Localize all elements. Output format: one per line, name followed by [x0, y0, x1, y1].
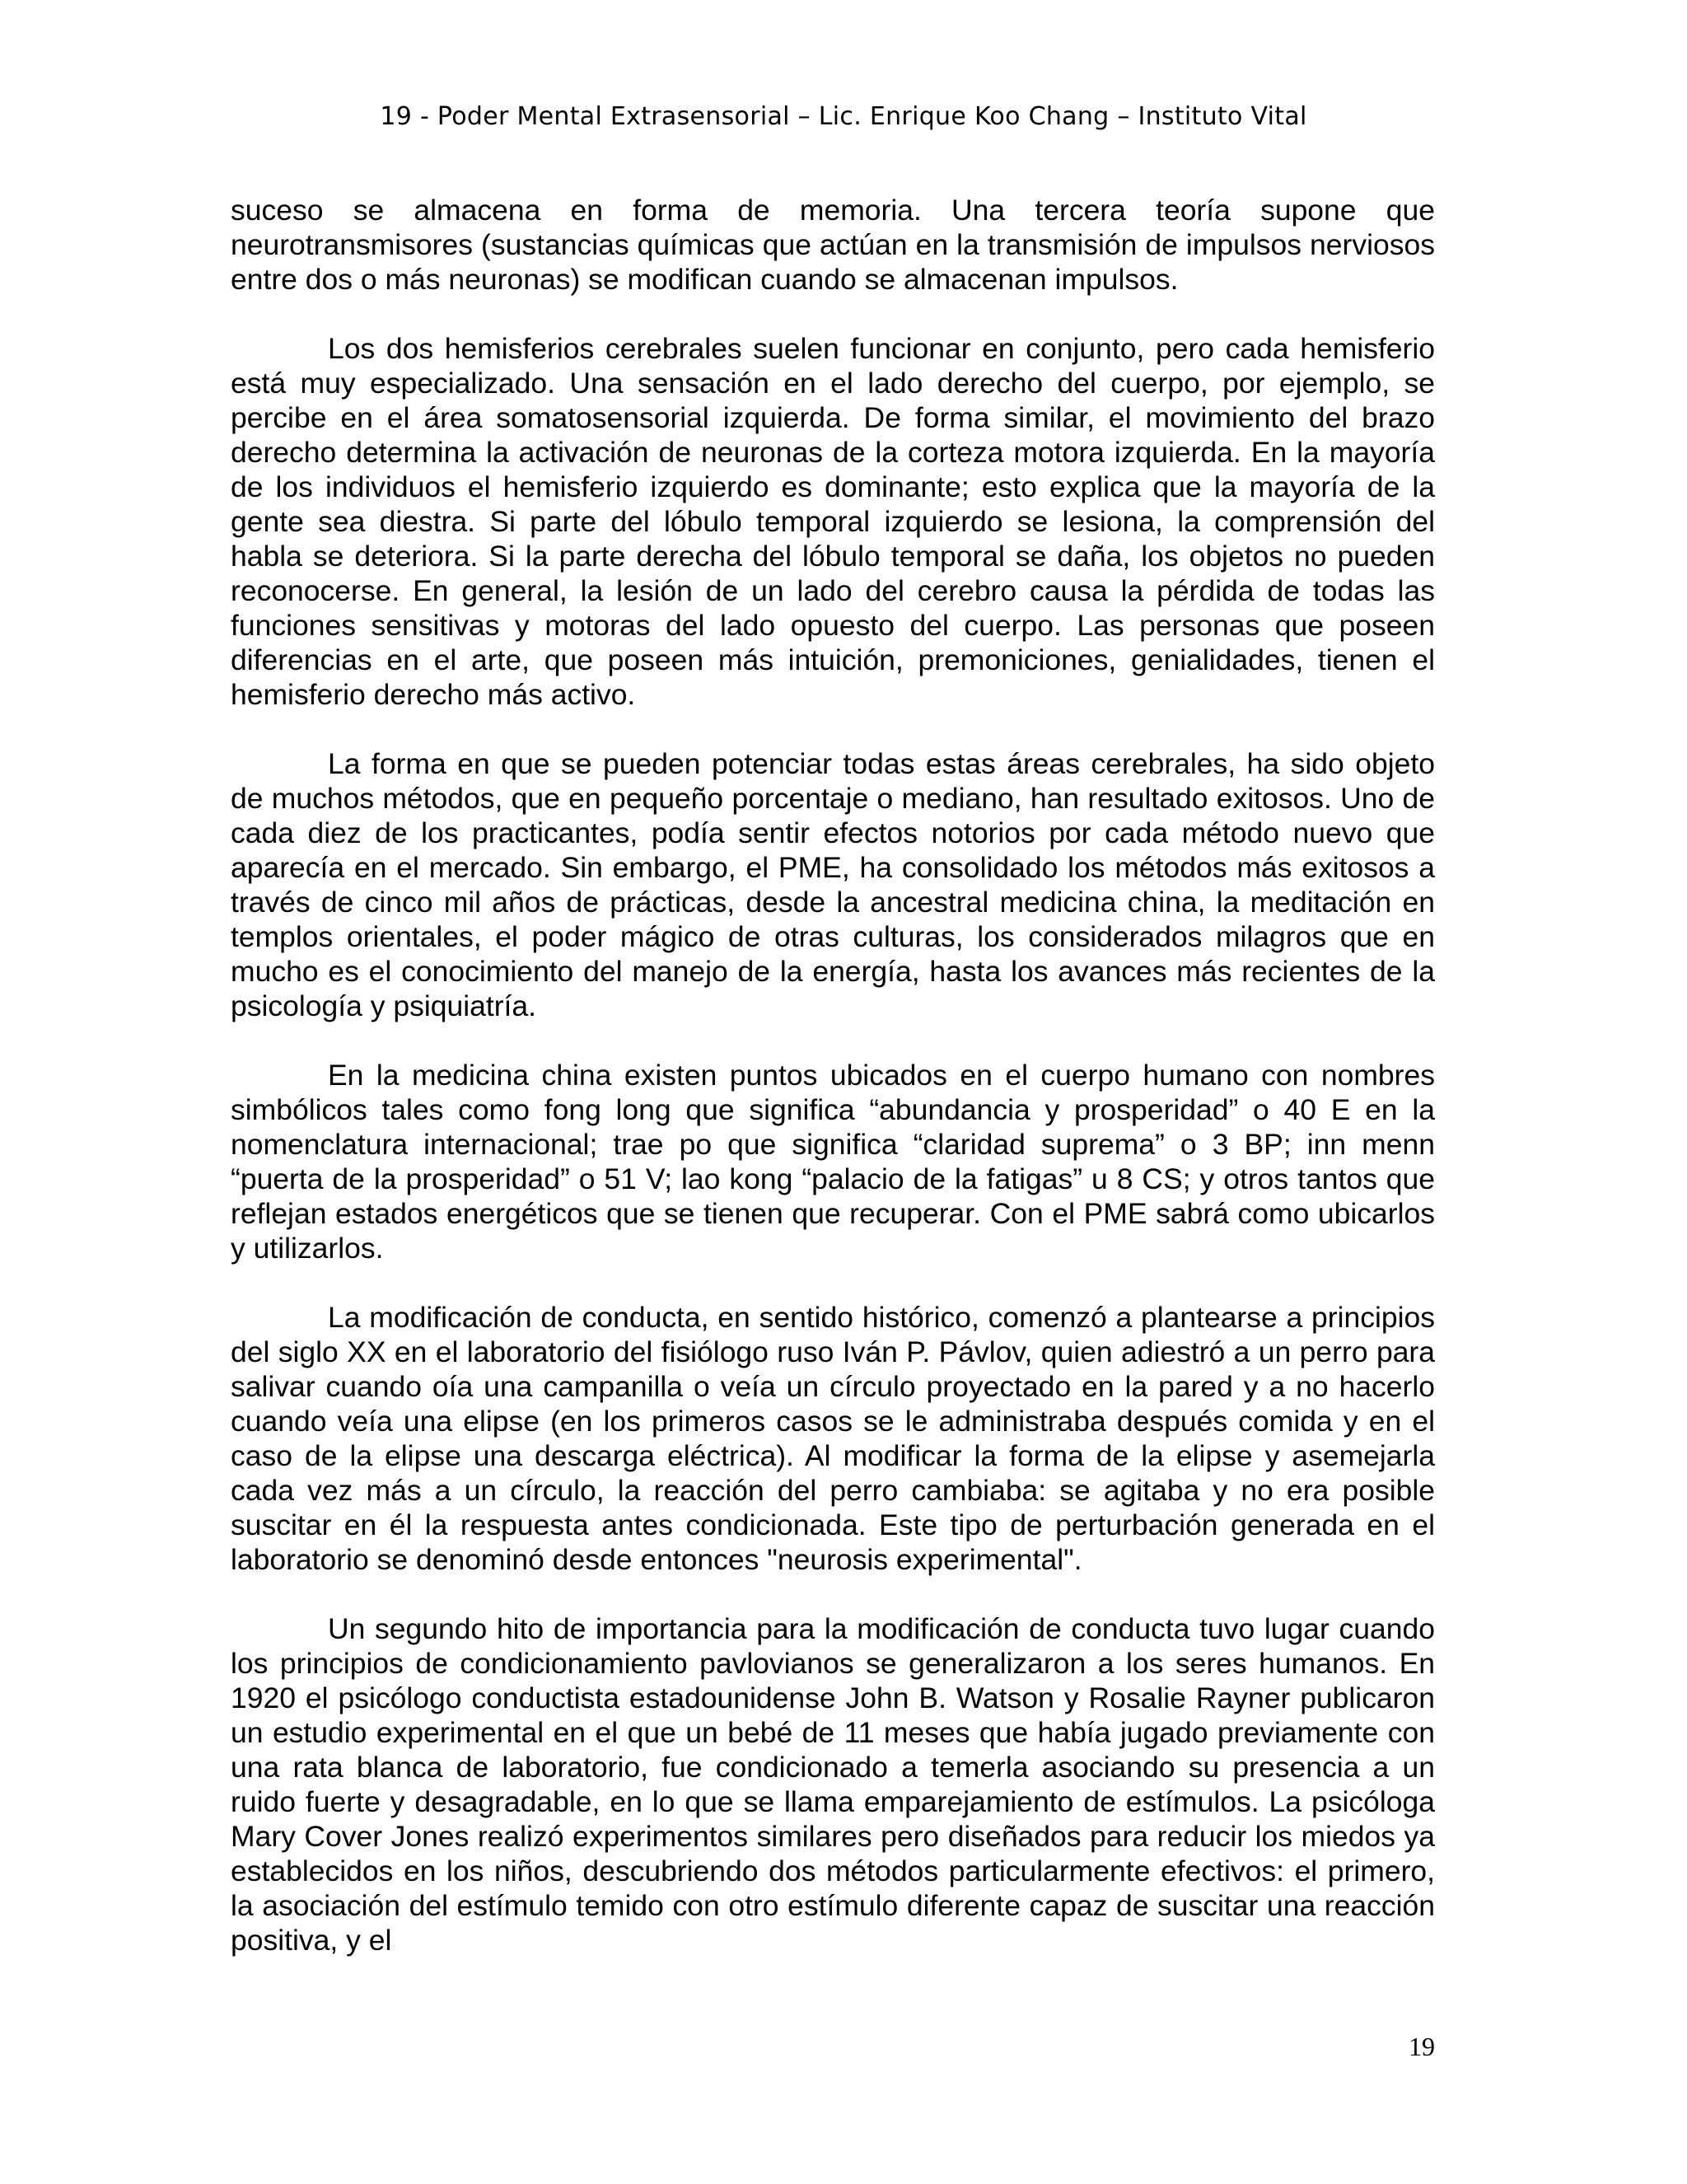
paragraph-pme-methods: La forma en que se pueden potenciar todas estas áreas cerebrales, ha sido objeto de muchos métodos, que en pequeño porcentaje o mediano, han resultado exitosos. Uno de cada diez de los practicantes, podía sentir efectos notorios por cada método nuevo que aparecía en el mercado. Sin embargo, el PME, ha consolidado los métodos más exitosos a través de cinco mil años de prácticas, desde la ancestral medicina china, la meditación en templos orientales, el poder mágico de otras culturas, los considerados milagros que en mucho es el conocimiento del manejo de la energía, hasta los avances más recientes de la psicología y psiquiatría. [231, 747, 1435, 1022]
running-header: 19 - Poder Mental Extrasensorial – Lic. Enrique Koo Chang – Instituto Vital [380, 102, 1307, 131]
paragraph-pavlov: La modificación de conducta, en sentido histórico, comenzó a plantearse a principios del siglo XX en el laboratorio del fisiólogo ruso Iván P. Pávlov, quien adiestró a un perro para salivar cuando oía una campanilla o veía un círculo proyectado en la pared y a no hacerlo cuando veía una elipse (en los primeros casos se le administraba después comida y en el caso de la elipse una descarga eléctrica). Al modificar la forma de la elipse y asemejarla cada vez más a un círculo, la reacción del perro cambiaba: se agitaba y no era posible suscitar en él la respuesta antes condicionada. Este tipo de perturbación generada en el laboratorio se denominó desde entonces "neurosis experimental". [231, 1301, 1435, 1576]
paragraph-chinese-medicine: En la medicina china existen puntos ubicados en el cuerpo humano con nombres simbólicos tales como fong long que significa “abundancia y prosperidad” o 40 E en la nomenclatura internacional; trae po que significa “claridad suprema” o 3 BP; inn menn “puerta de la prosperidad” o 51 V; lao kong “palacio de la fatigas” u 8 CS; y otros tantos que reflejan estados energéticos que se tienen que recuperar. Con el PME sabrá como ubicarlos y utilizarlos. [231, 1059, 1435, 1265]
paragraph-watson-rayner: Un segundo hito de importancia para la modificación de conducta tuvo lugar cuando los principios de condicionamiento pavlovianos se generalizaron a los seres humanos. En 1920 el psicólogo conductista estadounidense John B. Watson y Rosalie Rayner publicaron un estudio experimental en el que un bebé de 11 meses que había jugado previamente con una rata blanca de laboratorio, fue condicionado a temerla asociando su presencia a un ruido fuerte y desagradable, en lo que se llama emparejamiento de estímulos. La psicóloga Mary Cover Jones realizó experimentos similares pero diseñados para reducir los miedos ya establecidos en los niños, descubriendo dos métodos particularmente efectivos: el primero, la asociación del estímulo temido con otro estímulo diferente capaz de suscitar una reacción positiva, y el [231, 1612, 1435, 1957]
page-number: 19 [1409, 2032, 1435, 2061]
paragraph-continuation: suceso se almacena en forma de memoria. Una tercera teoría supone que neurotransmisores (sustancias químicas que actúan en la transmisión de impulsos nerviosos entre dos o más neuronas) se modifican cuando se almacenan impulsos. [231, 194, 1435, 296]
document-body [231, 193, 1435, 1957]
paragraph-hemispheres: Los dos hemisferios cerebrales suelen funcionar en conjunto, pero cada hemisferio está muy especializado. Una sensación en el lado derecho del cuerpo, por ejemplo, se percibe en el área somatosensorial izquierda. De forma similar, el movimiento del brazo derecho determina la activación de neuronas de la corteza motora izquierda. En la mayoría de los individuos el hemisferio izquierdo es dominante; esto explica que la mayoría de la gente sea diestra. Si parte del lóbulo temporal izquierdo se lesiona, la comprensión del habla se deteriora. Si la parte derecha del lóbulo temporal se daña, los objetos no pueden reconocerse. En general, la lesión de un lado del cerebro causa la pérdida de todas las funciones sensitivas y motoras del lado opuesto del cuerpo. Las personas que poseen diferencias en el arte, que poseen más intuición, premoniciones, genialidades, tienen el hemisferio derecho más activo. [231, 332, 1435, 711]
